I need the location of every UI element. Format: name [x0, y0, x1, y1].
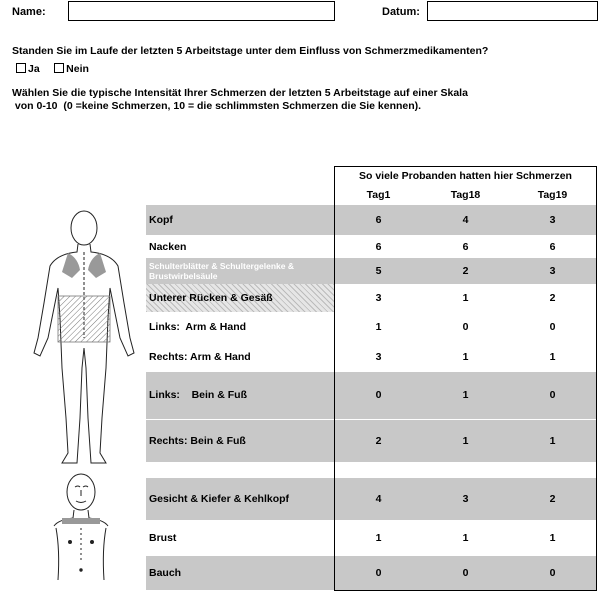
question-medication: Standen Sie im Laufe der letzten 5 Arbeitstage unter dem Einfluss von Schmerzmedikamenten?: [12, 45, 489, 57]
cell-value: 1: [422, 372, 509, 419]
cell-value: 6: [509, 235, 597, 258]
date-input[interactable]: [427, 1, 598, 21]
question-intensity-line2: von 0-10 (0 =keine Schmerzen, 10 = die schlimmsten Schmerzen die Sie kennen).: [12, 100, 422, 112]
row-label: Brust: [149, 532, 177, 544]
row-label: Links: Bein & Fuß: [146, 372, 335, 419]
name-label: Name:: [12, 6, 46, 18]
table-row: [146, 520, 597, 556]
cell-value: 0: [462, 321, 469, 333]
pain-table: [146, 166, 597, 591]
row-label: Rechts: Arm & Hand: [149, 351, 251, 363]
body-figure-icon: [22, 208, 146, 468]
row-label: Kopf: [146, 205, 335, 235]
column-header: Tag18: [450, 189, 481, 201]
cell-value: 1: [335, 520, 423, 556]
row-label: Schulterblätter & Schultergelenke & Brustwirbelsäule: [149, 261, 295, 281]
row-label: Gesicht & Kiefer & Kehlkopf: [146, 478, 335, 520]
cell-value: 0: [509, 372, 597, 419]
cell-value: 2: [422, 258, 509, 284]
table-title: So viele Probanden hatten hier Schmerzen: [335, 167, 597, 186]
cell-value: 1: [462, 351, 469, 363]
cell-value: 2: [509, 284, 597, 312]
row-label: Nacken: [149, 240, 187, 253]
column-header: Tag1: [335, 185, 423, 205]
option-nein-label: Nein: [66, 63, 89, 75]
cell-value: 3: [335, 284, 423, 312]
cell-value: 3: [509, 205, 597, 235]
table-row: [146, 556, 597, 590]
row-label: Links: Arm & Hand: [149, 321, 247, 333]
cell-value: 1: [462, 532, 469, 544]
table-row: [146, 478, 597, 520]
table-row: [146, 419, 597, 462]
checkbox-ja[interactable]: [16, 59, 50, 76]
table-row: [146, 312, 597, 342]
checkbox-icon: [16, 63, 26, 73]
cell-value: 1: [462, 292, 469, 304]
table-row: [146, 205, 597, 235]
table-row-spacer: [146, 462, 597, 478]
cell-value: 0: [509, 312, 597, 342]
table-row: [146, 284, 597, 312]
table-row: [146, 342, 597, 372]
cell-value: 2: [509, 478, 597, 520]
date-label: Datum:: [382, 6, 420, 18]
row-label: Bauch: [146, 556, 335, 590]
cell-value: 0: [335, 372, 423, 419]
cell-value: 0: [422, 556, 509, 590]
table-row: [146, 372, 597, 419]
row-label: Unterer Rücken & Gesäß: [146, 284, 335, 312]
cell-value: 6: [335, 235, 423, 258]
question-intensity-line1: Wählen Sie die typische Intensität Ihrer Schmerzen der letzten 5 Arbeitstage auf einer Skala: [12, 87, 468, 99]
cell-value: 1: [335, 312, 423, 342]
checkbox-icon: [54, 63, 64, 73]
column-header: Tag19: [509, 185, 597, 205]
face-chest-figure-icon: [48, 470, 114, 588]
name-input[interactable]: [68, 1, 335, 21]
cell-value: 2: [335, 419, 423, 462]
cell-value: 1: [509, 342, 597, 372]
cell-value: 3: [509, 258, 597, 284]
cell-value: 3: [422, 478, 509, 520]
medication-options: [16, 59, 99, 77]
table-row: [146, 235, 597, 258]
checkbox-nein[interactable]: [54, 59, 99, 76]
option-ja-label: Ja: [28, 63, 40, 75]
cell-value: 1: [509, 419, 597, 462]
cell-value: 1: [422, 419, 509, 462]
cell-value: 5: [335, 258, 423, 284]
cell-value: 4: [335, 478, 423, 520]
cell-value: 3: [335, 342, 423, 372]
cell-value: 6: [462, 240, 469, 253]
table-row: [146, 258, 597, 284]
cell-value: 1: [509, 520, 597, 556]
cell-value: 6: [335, 205, 423, 235]
row-label: Rechts: Bein & Fuß: [146, 419, 335, 462]
cell-value: 0: [509, 556, 597, 590]
cell-value: 4: [422, 205, 509, 235]
cell-value: 0: [335, 556, 423, 590]
